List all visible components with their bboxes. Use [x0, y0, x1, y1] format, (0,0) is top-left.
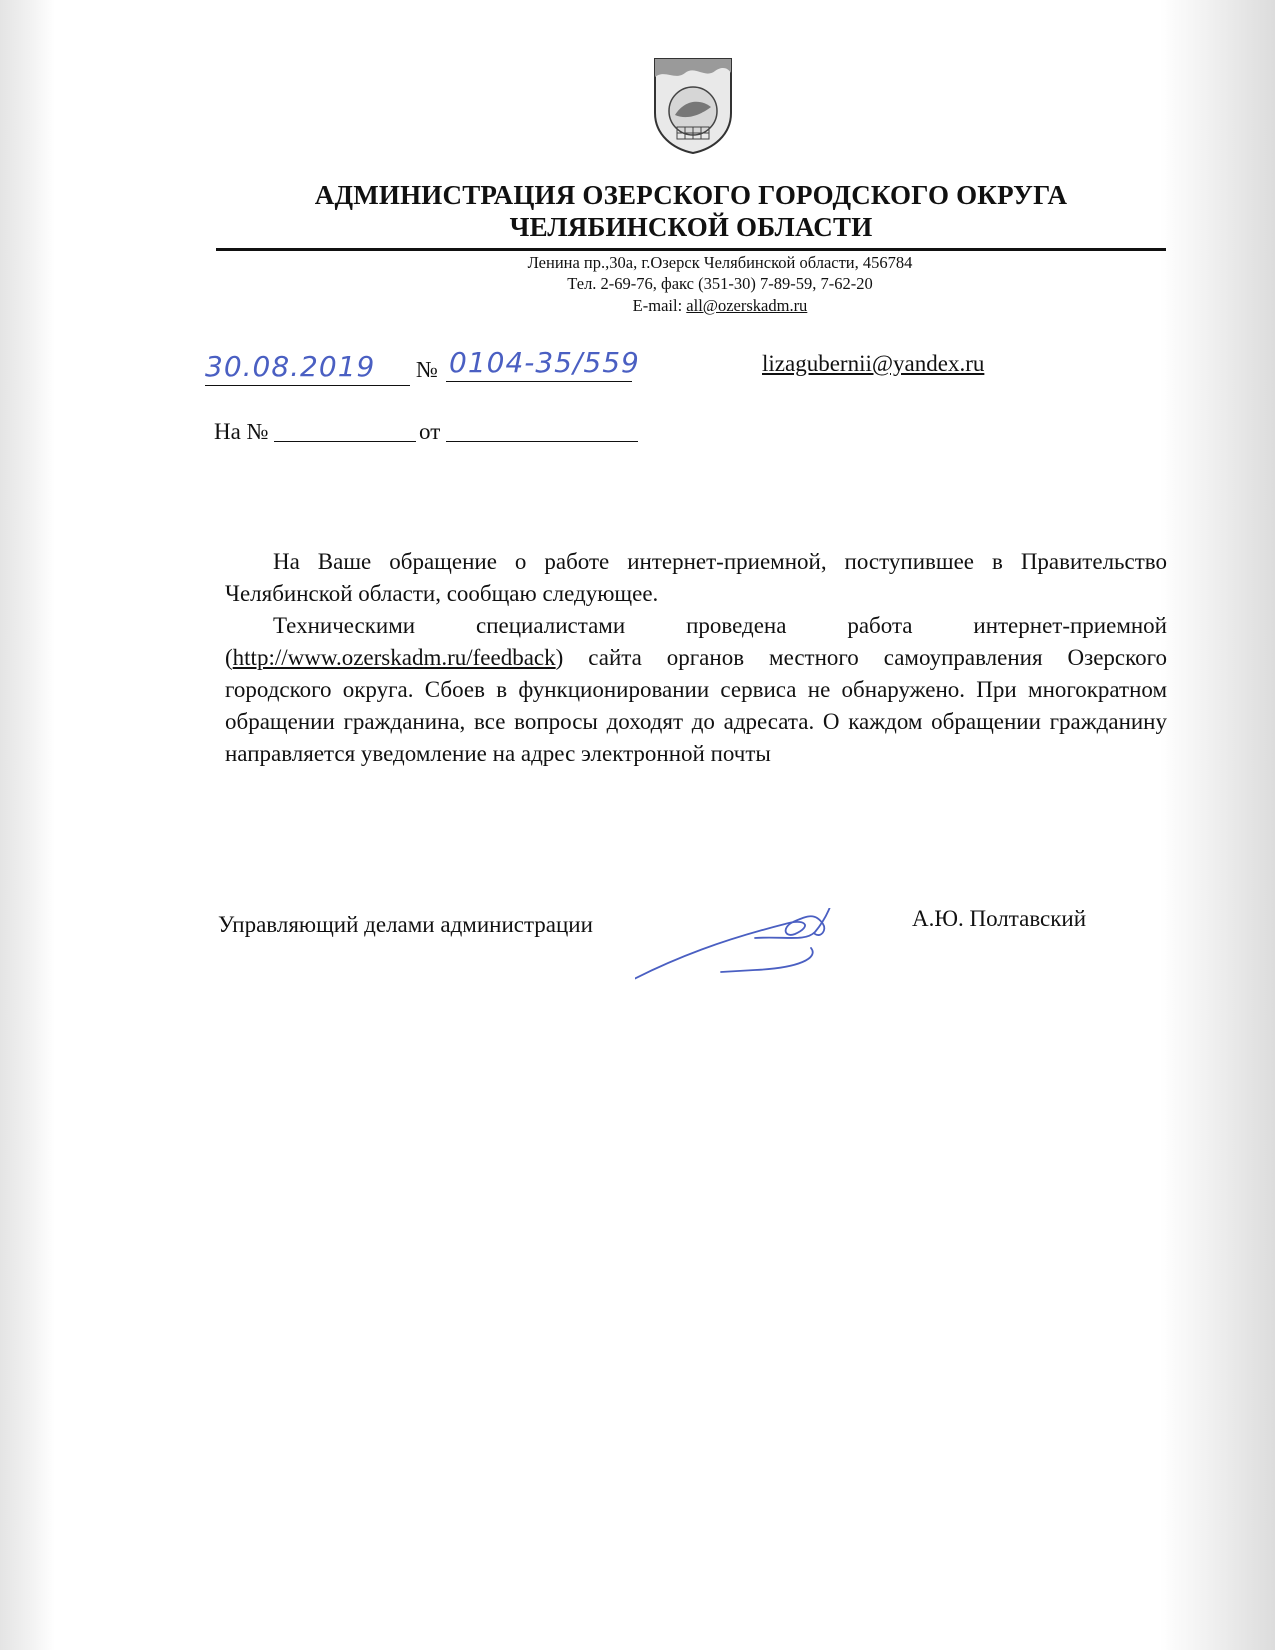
handwritten-signature	[635, 908, 885, 1038]
postal-address: Ленина пр.,30а, г.Озерск Челябинской области, 456784	[527, 253, 913, 272]
email-label: E-mail:	[632, 296, 687, 315]
organization-region: ЧЕЛЯБИНСКОЙ ОБЛАСТИ	[509, 212, 873, 242]
paragraph-findings	[225, 610, 1167, 770]
number-label: №	[416, 357, 438, 382]
reference-date-blank	[446, 441, 638, 442]
header-rule	[216, 248, 1166, 251]
coat-of-arms-icon	[651, 55, 735, 155]
reference-from-label: от	[419, 419, 441, 444]
paragraph-intro-text: На Ваше обращение о работе интернет-приемной, поступившее в Правительство Челябинской области, сообщаю следующее.	[225, 549, 1167, 606]
reference-number-label: На №	[214, 419, 269, 444]
handwritten-date: 30.08.2019	[205, 350, 376, 383]
paragraph-findings-end: ) сайта органов местного самоуправления Озерского городского округа. Сбоев в функционировании сервиса не обнаружено. При многократном обращении гражданина, все вопросы доходят до адресата. О каждом обращении гражданину направляется уведомление на адрес электронной почты	[225, 645, 1167, 766]
paragraph-findings-start: Техническими специалистами проведена работа интернет-приемной (	[225, 613, 1167, 670]
date-underline	[205, 385, 410, 386]
number-underline	[446, 381, 632, 382]
recipient-email[interactable]: lizagubernii@yandex.ru	[762, 351, 985, 376]
signatory-name: А.Ю. Полтавский	[912, 906, 1087, 931]
handwritten-reg-number: 0104-35/559	[449, 346, 640, 379]
paragraph-intro	[225, 546, 1167, 610]
reference-number-blank	[274, 441, 416, 442]
signatory-position: Управляющий делами администрации	[218, 912, 593, 937]
organization-title: АДМИНИСТРАЦИЯ ОЗЕРСКОГО ГОРОДСКОГО ОКРУГА	[314, 180, 1068, 210]
email-line	[440, 296, 1000, 316]
email-link[interactable]: all@ozerskadm.ru	[686, 296, 808, 315]
phone-fax: Тел. 2-69-76, факс (351-30) 7-89-59, 7-62-20	[567, 274, 873, 293]
feedback-link[interactable]: http://www.ozerskadm.ru/feedback	[232, 645, 556, 670]
